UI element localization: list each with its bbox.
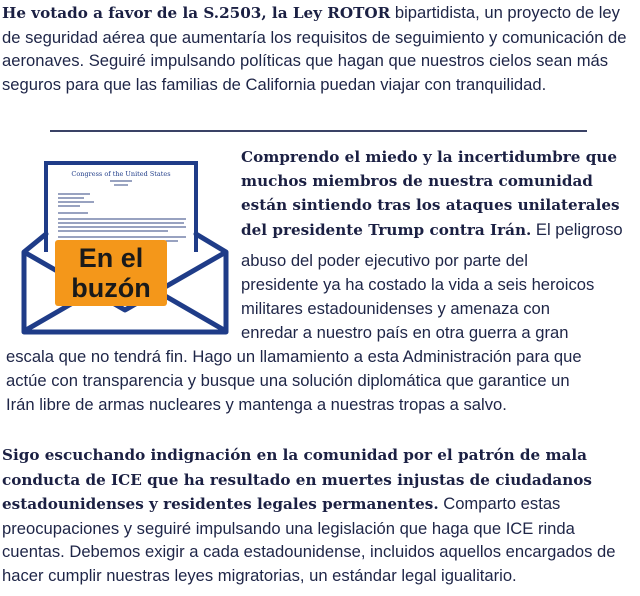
ice-paragraph (2, 443, 634, 587)
iran-line-5: abuso del poder ejecutivo por parte del (241, 251, 528, 270)
badge-line-2: buzón (71, 273, 151, 303)
iran-line-8: enredar a nuestro país en otra guerra a gran (241, 323, 569, 342)
section-divider (50, 130, 587, 132)
ice-bold-lead: Sigo escuchando indignación en la comunidad por el patrón de mala conducta de ICE que ha resultado en muertes injustas de ciudadanos estadounidenses y residentes legales permanentes. (2, 446, 592, 513)
iran-line-4 (241, 218, 623, 243)
iran-line-10: actúe con transparencia y busque una solución diplomática que garantice un (6, 371, 570, 390)
rotor-act-paragraph (2, 1, 634, 96)
rotor-act-body: bipartidista, un proyecto de ley de seguridad aérea que aumentaría los requisitos de seguimiento y comunicación de aeronaves. Seguiré impulsando políticas que hagan que nuestros cielos sean más seguros para que las familias de California puedan viajar con tranquilidad. (2, 3, 627, 94)
iran-line-4-rest: El peligroso (531, 220, 623, 239)
iran-line-9: escala que no tendrá fin. Hago un llamamiento a esta Administración para que (6, 347, 582, 366)
iran-line-11: Irán libre de armas nucleares y mantenga a nuestras tropas a salvo. (6, 395, 507, 414)
iran-line-3: están sintiendo tras los ataques unilaterales (241, 196, 620, 214)
iran-line-1: Comprendo el miedo y la incertidumbre que (241, 148, 618, 166)
iran-line-4-bold: del presidente Trump contra Irán. (241, 221, 532, 239)
iran-line-2: muchos miembros de nuestra comunidad (241, 172, 593, 190)
ice-body: Comparto estas preocupaciones y seguiré impulsando una legislación que haga que ICE rinda cuentas. Debemos exigir a cada estadounidense, incluidos aquellos encargados de hacer cumplir nuestras leyes migratorias, un estándar legal igualitario. (2, 494, 616, 585)
in-the-mailbox-badge (55, 240, 167, 306)
iran-line-7: militares estadounidenses y amenaza con (241, 299, 551, 318)
rotor-act-bold-lead: He votado a favor de la S.2503, la Ley ROTOR (2, 4, 391, 22)
iran-line-6: presidente ya ha costado la vida a seis heroicos (241, 275, 595, 294)
letterhead-text: Congress of the United States (71, 170, 171, 178)
badge-line-1: En el (78, 243, 144, 273)
